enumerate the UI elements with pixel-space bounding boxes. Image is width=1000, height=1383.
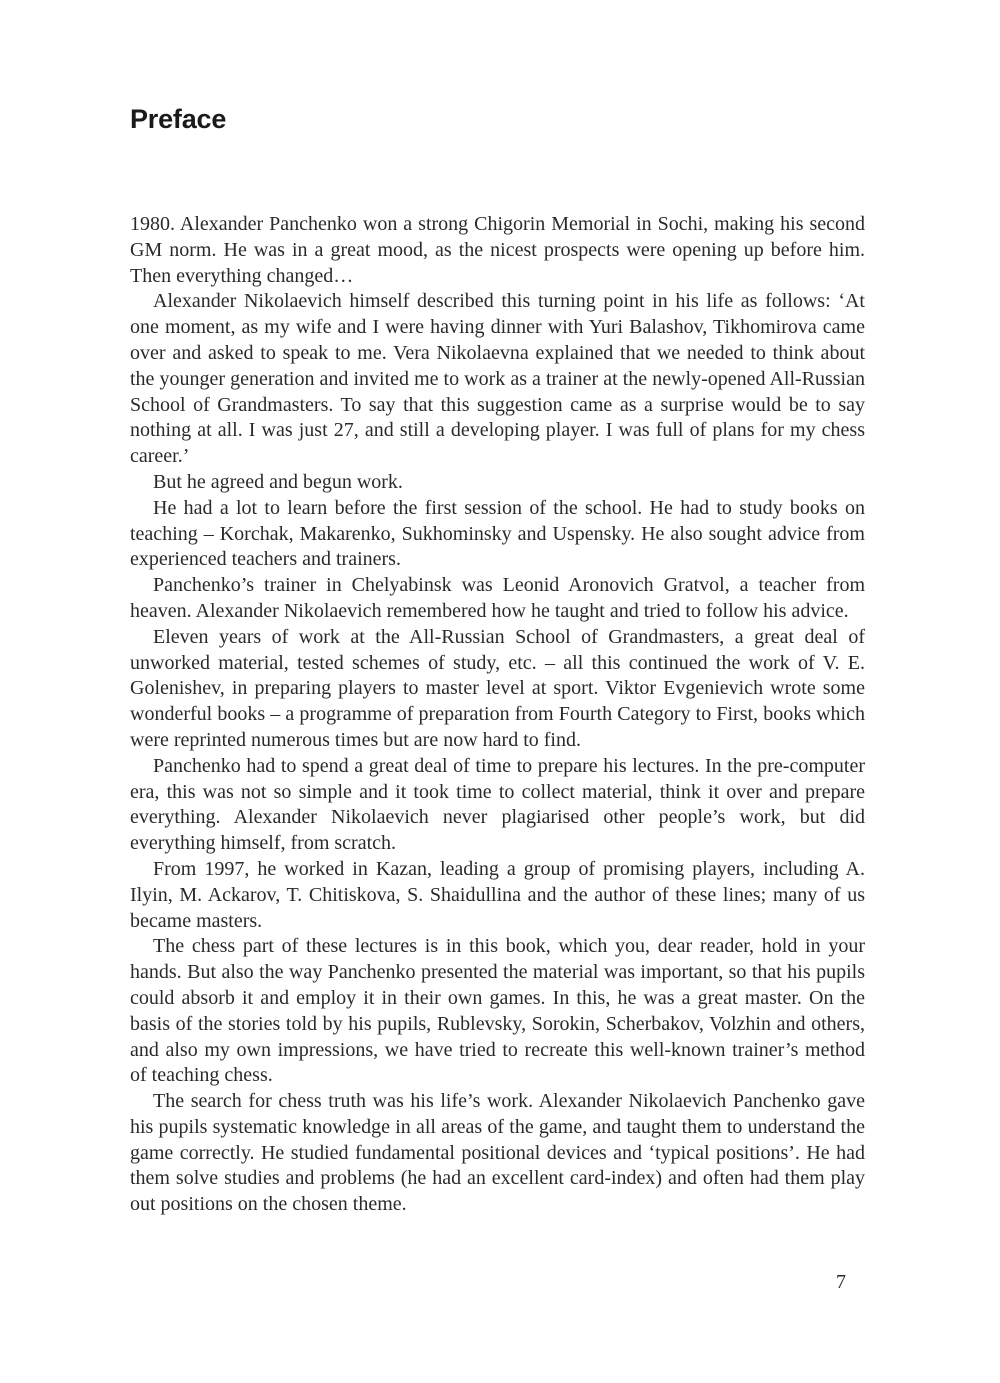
paragraph: The search for chess truth was his life’s work. Alexander Nikolaevich Panchenko gave his pupils systematic knowledge in all areas of the game, and taught them to understand the game correctly. He studied fundamental positional devices and ‘typical positions’. He had them solve studies and problems (he had an excellent card-index) and often had them play out positions on the chosen theme.: [130, 1090, 865, 1216]
paragraph: The chess part of these lectures is in this book, which you, dear reader, hold in your hands. But also the way Panchenko presented the material was important, so that his pupils could absorb it and employ it in their own games. In this, he was a great master. On the basis of the stories told by his pupils, Rublevsky, Sorokin, Scherbakov, Volzhin and others, and also my own impressions, we have tried to recreate this well-known trainer’s method of teaching chess.: [130, 935, 865, 1087]
page-number: 7: [836, 1271, 846, 1293]
paragraph: Panchenko’s trainer in Chelyabinsk was Leonid Aronovich Gratvol, a teacher from heaven. Alexander Nikolaevich remembered how he taught and tried to follow his advice.: [130, 574, 865, 622]
paragraph: He had a lot to learn before the first session of the school. He had to study books on teaching – Korchak, Makarenko, Sukhominsky and Uspensky. He also sought advice from experienced teachers and trainers.: [130, 496, 865, 571]
paragraph: Eleven years of work at the All-Russian School of Grandmasters, a great deal of unworked material, tested schemes of study, etc. – all this continued the work of V. E. Golenishev, in preparing players to master level at sport. Viktor Evgenievich wrote some wonderful books – a programme of preparation from Fourth Category to First, books which were reprinted numerous times but are now hard to find.: [130, 625, 865, 751]
paragraph: But he agreed and begun work.: [153, 470, 403, 493]
preface-body: [130, 212, 865, 1218]
paragraph: Alexander Nikolaevich himself described this turning point in his life as follows: ‘At one moment, as my wife and I were having dinner with Yuri Balashov, Tikhomirova came over and asked to speak to me. Vera Nikolaevna explained that we needed to think about the younger generation and invited me to work as a trainer at the newly-opened All-Russian School of Grandmasters. To say that this suggestion came as a surprise would be to say nothing at all. I was just 27, and still a developing player. I was full of plans for my chess career.’: [130, 290, 865, 468]
paragraph: 1980. Alexander Panchenko won a strong Chigorin Memorial in Sochi, making his second GM norm. He was in a great mood, as the nicest prospects were opening up before him. Then everything changed…: [130, 213, 865, 287]
paragraph: Panchenko had to spend a great deal of time to prepare his lectures. In the pre-computer era, this was not so simple and it took time to collect material, think it over and prepare everything. Alexander Nikolaevich never plagiarised other people’s work, but did everything himself, from scratch.: [130, 754, 865, 855]
page-title: Preface: [130, 104, 227, 134]
paragraph: From 1997, he worked in Kazan, leading a group of promising players, including A. Ilyin, M. Ackarov, T. Chitiskova, S. Shaidullina and the author of these lines; many of us became masters.: [130, 857, 865, 932]
